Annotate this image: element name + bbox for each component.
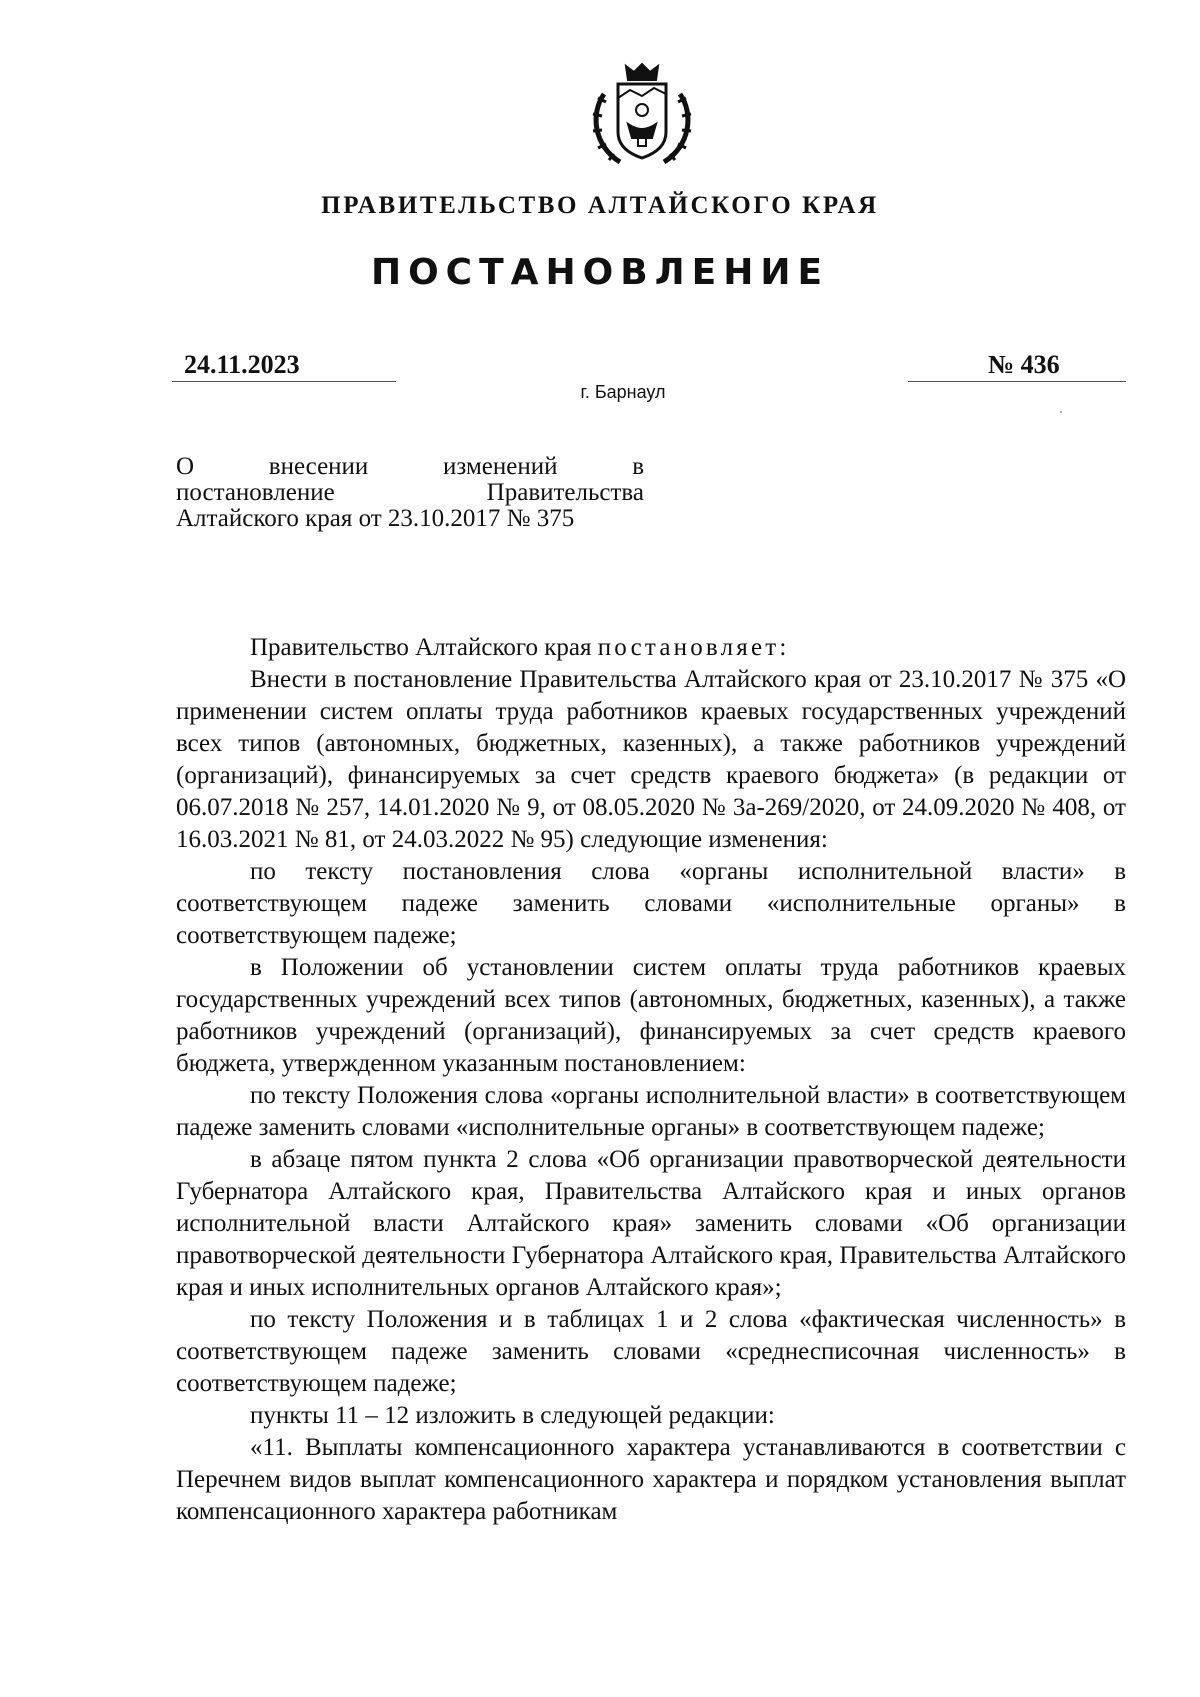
paragraph-7: пункты 11 – 12 изложить в следующей редакции:: [250, 1402, 775, 1429]
paragraph-1: Внести в постановление Правительства Алтайского края от 23.10.2017 № 375 «О применении систем оплаты труда работников краевых государственных учреждений всех типов (автономных, бюджетных, казенных), а также работников учреждений (организаций), финансируемых за счет средств краевого бюджета» (в редакции от 06.07.2018 № 257, 14.01.2020 № 9, от 08.05.2020 № 3а-269/2020, от 24.09.2020 № 408, от 16.03.2021 № 81, от 24.03.2022 № 95) следующие изменения:: [176, 666, 1126, 853]
document-date: 24.11.2023: [172, 350, 396, 382]
coat-of-arms-icon: [582, 54, 702, 174]
subject-line-1: О внесении изменений в: [176, 453, 644, 480]
document-body: [176, 632, 1126, 1528]
document-number: № 436: [908, 350, 1126, 382]
organization-name: ПРАВИТЕЛЬСТВО АЛТАЙСКОГО КРАЯ: [321, 192, 879, 219]
intro-paragraph: [176, 632, 1126, 664]
intro-text: Правительство Алтайского края: [250, 634, 598, 661]
paragraph-2: по тексту постановления слова «органы исполнительной власти» в соответствующем падеже заменить словами «исполнительные органы» в соответствующем падеже;: [176, 858, 1126, 949]
paragraph-5: в абзаце пятом пункта 2 слова «Об организации правотворческой деятельности Губернатора Алтайского края, Правительства Алтайского края и иных органов исполнительной власти Алтайского края» заменить словами «Об организации правотворческой деятельности Губернатора Алтайского края, Правительства Алтайского края и иных исполнительных органов Алтайского края»;: [176, 1146, 1126, 1301]
document-subject: [176, 454, 644, 532]
subject-line-2: постановление Правительства: [176, 479, 644, 506]
intro-colon: :: [779, 634, 787, 661]
intro-verb: постановляет: [597, 634, 780, 661]
paragraph-3: в Положении об установлении систем оплаты труда работников краевых государственных учреждений всех типов (автономных, бюджетных, казенных), а также работников учреждений (организаций), финансируемых за счет средств краевого бюджета, утвержденном указанным постановлением:: [176, 954, 1126, 1077]
document-type: ПОСТАНОВЛЕНИЕ: [370, 252, 830, 293]
scan-speck: [1060, 411, 1062, 413]
paragraph-4: по тексту Положения слова «органы исполнительной власти» в соответствующем падеже заменить словами «исполнительные органы» в соответствующем падеже;: [176, 1082, 1126, 1141]
document-city: г. Барнаул: [580, 382, 666, 402]
subject-line-3: Алтайского края от 23.10.2017 № 375: [176, 505, 575, 532]
paragraph-6: по тексту Положения и в таблицах 1 и 2 слова «фактическая численность» в соответствующем падеже заменить словами «среднесписочная численность» в соответствующем падеже;: [176, 1306, 1126, 1397]
paragraph-8: «11. Выплаты компенсационного характера устанавливаются в соответствии с Перечнем видов выплат компенсационного характера и порядком установления выплат компенсационного характера работникам: [176, 1434, 1126, 1525]
